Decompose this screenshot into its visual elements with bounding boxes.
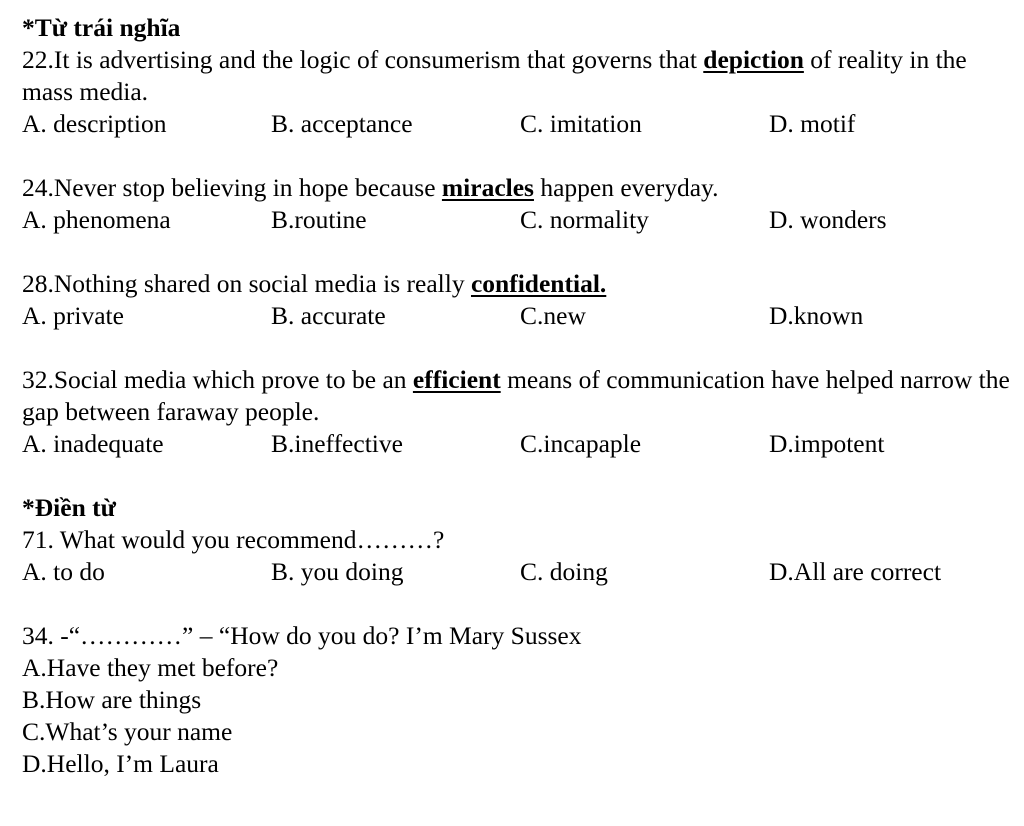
option-c: C. normality (520, 205, 649, 234)
answer-options (22, 300, 1017, 332)
stem-text: happen everyday. (533, 173, 719, 202)
keyword-underlined: miracles (441, 173, 534, 202)
stem-text: 22.It is advertising and the logic of consumerism that governs that (22, 45, 704, 74)
question-stem: 71. What would you recommend………? (22, 525, 445, 554)
option-b: B. acceptance (271, 109, 413, 138)
option-c: C.What’s your name (22, 717, 233, 746)
stem-text: of reality in the mass media. (22, 45, 967, 106)
option-d: D. wonders (769, 205, 887, 234)
answer-options (22, 428, 1017, 460)
option-a: A. to do (22, 557, 105, 586)
option-b: B.How are things (22, 685, 202, 714)
answer-options (22, 204, 1017, 236)
question-28 (22, 268, 1017, 332)
answer-options (22, 108, 1017, 140)
stem-text: 24.Never stop believing in hope because (22, 173, 442, 202)
option-c: C. doing (520, 557, 608, 586)
question-stem (22, 172, 1017, 204)
option-d: D.impotent (769, 429, 885, 458)
question-stem (22, 364, 1017, 428)
option-d: D.All are correct (769, 557, 942, 586)
option-a: A. description (22, 109, 167, 138)
option-c: C.new (520, 301, 586, 330)
question-71 (22, 524, 1017, 588)
section-heading-antonyms: *Từ trái nghĩa (22, 13, 181, 42)
option-c: C. imitation (520, 109, 642, 138)
question-24 (22, 172, 1017, 236)
option-d: D.known (769, 301, 864, 330)
option-d: D.Hello, I’m Laura (22, 749, 219, 778)
worksheet (22, 12, 1017, 780)
keyword-underlined: depiction (703, 45, 804, 74)
option-b: B. accurate (271, 301, 386, 330)
stem-text: 28.Nothing shared on social media is really (22, 269, 471, 298)
keyword-underlined: efficient (412, 365, 501, 394)
option-a: A.Have they met before? (22, 653, 279, 682)
stem-text: means of communication have helped narrow the gap between faraway people. (22, 365, 1010, 426)
option-a: A. inadequate (22, 429, 164, 458)
question-stem (22, 44, 1017, 108)
stem-text: 32.Social media which prove to be an (22, 365, 413, 394)
question-34 (22, 620, 1017, 780)
section-heading-fill-in: *Điền từ (22, 493, 116, 522)
option-d: D. motif (769, 109, 856, 138)
answer-options (22, 556, 1017, 588)
option-a: A. phenomena (22, 205, 171, 234)
option-b: B.routine (271, 205, 367, 234)
question-stem (22, 268, 1017, 300)
option-b: B. you doing (271, 557, 404, 586)
question-22 (22, 44, 1017, 140)
question-stem: 34. -“…………” – “How do you do? I’m Mary Sussex (22, 621, 582, 650)
option-c: C.incapaple (520, 429, 642, 458)
question-32 (22, 364, 1017, 460)
option-b: B.ineffective (271, 429, 403, 458)
keyword-underlined: confidential. (470, 269, 607, 298)
option-a: A. private (22, 301, 124, 330)
